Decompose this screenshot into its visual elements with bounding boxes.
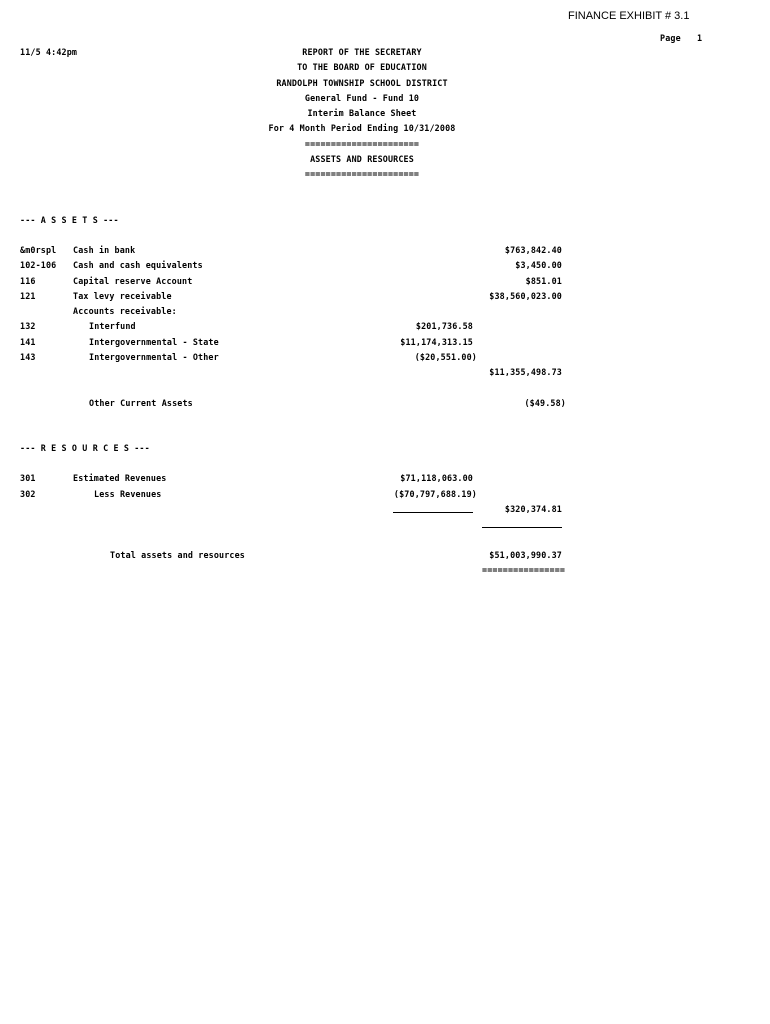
row-subamount: ($70,797,688.19)	[393, 489, 477, 499]
total-double-rule: ================	[482, 565, 566, 575]
page-label: Page	[660, 33, 681, 43]
row-subamount: $11,174,313.15	[400, 337, 473, 347]
resources-heading: --- R E S O U R C E S ---	[20, 443, 150, 453]
header-separator-bottom: ======================	[304, 169, 420, 179]
row-amount: $763,842.40	[504, 245, 562, 255]
section-title: ASSETS AND RESOURCES	[310, 154, 414, 164]
row-label: Cash and cash equivalents	[73, 260, 203, 270]
row-label: Estimated Revenues	[73, 473, 167, 483]
resources-net-value: $320,374.81	[504, 504, 562, 514]
other-assets-label: Other Current Assets	[89, 398, 193, 408]
row-label: Accounts receivable:	[73, 306, 177, 316]
assets-heading: --- A S S E T S ---	[20, 215, 119, 225]
row-code: 302	[20, 489, 36, 499]
row-code: 132	[20, 321, 36, 331]
row-label: Intergovernmental - State	[89, 337, 219, 347]
header-line-4: General Fund - Fund 10	[304, 93, 420, 103]
row-code: 121	[20, 291, 36, 301]
page-number: 1	[697, 33, 703, 43]
row-code: 301	[20, 473, 36, 483]
total-rule	[482, 527, 562, 528]
total-value: $51,003,990.37	[489, 550, 562, 560]
row-code: 116	[20, 276, 36, 286]
row-code: 141	[20, 337, 36, 347]
row-label: Capital reserve Account	[73, 276, 193, 286]
header-line-6: For 4 Month Period Ending 10/31/2008	[268, 123, 456, 133]
row-label: Intergovernmental - Other	[89, 352, 219, 362]
header-line-5: Interim Balance Sheet	[307, 108, 417, 118]
row-label: Less Revenues	[94, 489, 162, 499]
row-code: 143	[20, 352, 36, 362]
row-label: Tax levy receivable	[73, 291, 172, 301]
header-separator-top: ======================	[304, 139, 420, 149]
row-code: &m0rspl	[20, 245, 57, 255]
row-subamount: $71,118,063.00	[400, 473, 473, 483]
print-timestamp: 11/5 4:42pm	[20, 47, 78, 57]
header-line-2: TO THE BOARD OF EDUCATION	[297, 62, 427, 72]
receivable-subtotal: $11,355,498.73	[489, 367, 562, 377]
row-subamount: ($20,551.00)	[414, 352, 477, 362]
header-line-1: REPORT OF THE SECRETARY	[302, 47, 422, 57]
total-label: Total assets and resources	[110, 550, 245, 560]
header-line-3: RANDOLPH TOWNSHIP SCHOOL DISTRICT	[276, 78, 448, 88]
exhibit-label: FINANCE EXHIBIT # 3.1	[568, 10, 690, 22]
row-amount: $3,450.00	[515, 260, 562, 270]
other-assets-value: ($49.58)	[524, 398, 566, 408]
row-label: Cash in bank	[73, 245, 136, 255]
row-amount: $38,560,023.00	[489, 291, 562, 301]
row-code: 102-106	[20, 260, 57, 270]
row-amount: $851.01	[525, 276, 562, 286]
row-subamount: $201,736.58	[415, 321, 473, 331]
row-label: Interfund	[89, 321, 136, 331]
